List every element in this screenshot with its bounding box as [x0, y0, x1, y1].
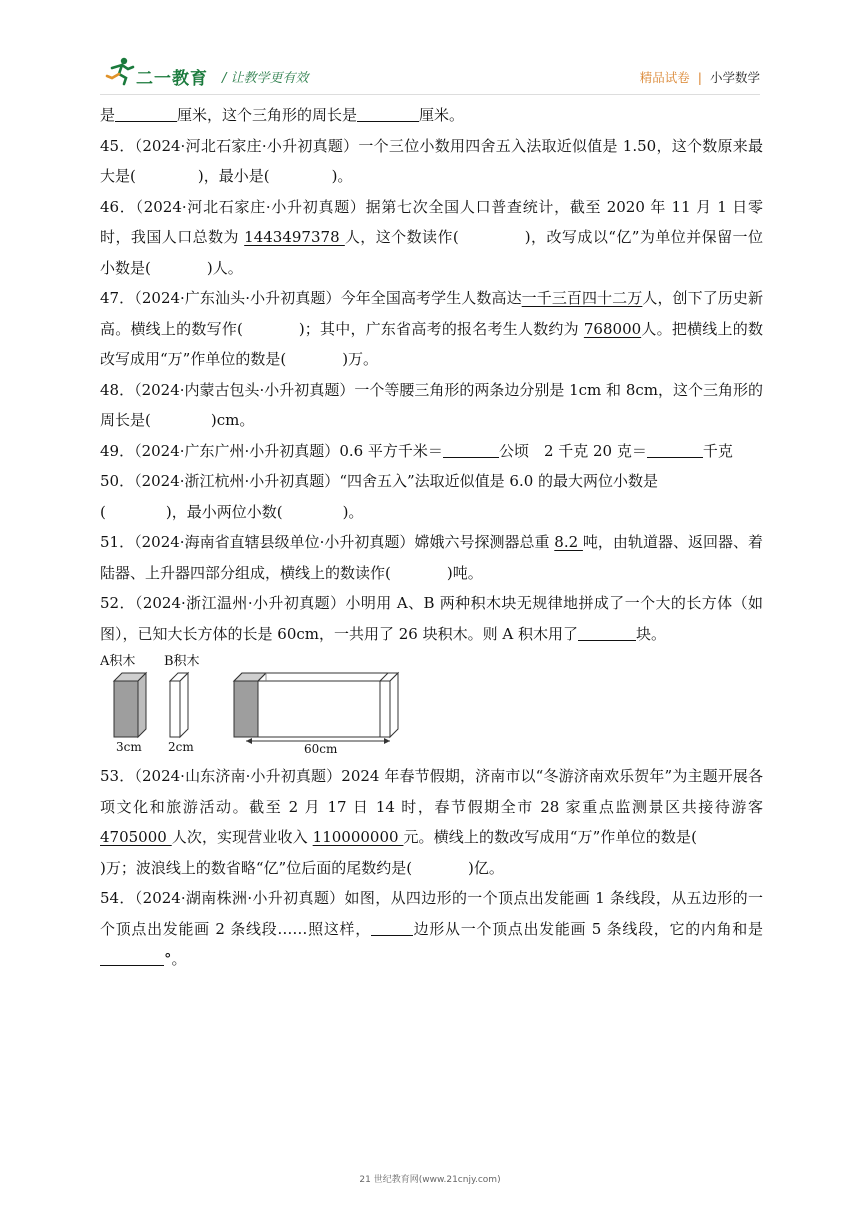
text: 2024 年春节假期，济南市以“冬游济南欢乐贺年”为主题开展各项文化和旅游活动。截至 2 月 17 日 14 时，春节假期全市 28 家重点监测景区共接待游客	[100, 767, 763, 816]
text: 是	[100, 106, 116, 124]
question-source: （2024·浙江温州·小升初真题）	[134, 594, 346, 612]
question-source: （2024·河北石家庄·小升初真题）	[135, 197, 366, 216]
question-46	[100, 192, 763, 284]
header-subject: 小学数学	[709, 70, 760, 85]
question-source: （2024·广东汕头·小升初真题）	[134, 289, 341, 307]
question-49	[100, 436, 763, 467]
question-number: 50．	[100, 472, 135, 490]
text: )亿。	[468, 858, 504, 877]
underlined-number: 1443497378	[244, 228, 345, 246]
text: °。	[164, 950, 187, 968]
text: )万。	[342, 350, 379, 368]
running-figure-logo-icon	[104, 56, 136, 86]
question-source: （2024·湖南株洲·小升初真题）	[134, 889, 345, 907]
underlined-number: 4705000	[100, 828, 172, 846]
answer-blank	[647, 439, 703, 458]
question-45	[100, 131, 763, 192]
header-separator: |	[697, 70, 702, 85]
text: (	[100, 502, 106, 521]
answer-blank	[443, 439, 499, 458]
text: 厘米。	[419, 106, 465, 124]
continuation-line	[100, 100, 763, 131]
text: 今年全国高考学生人数高达	[340, 289, 522, 307]
question-source: （2024·广东广州·小升初真题）	[134, 441, 340, 460]
text: )cm。	[210, 411, 255, 429]
question-list	[100, 100, 763, 975]
question-number: 49．	[100, 441, 135, 460]
question-number: 47．	[100, 289, 135, 307]
large-cuboid-shape	[234, 673, 398, 737]
text: 吨，由轨道器、返回器、着陆器、上升器四部分组成，横线上的数读作(	[100, 533, 763, 582]
answer-blank	[115, 103, 177, 122]
dim-block-a: 3cm	[116, 740, 142, 754]
text: 0.6 平方千米＝	[339, 441, 443, 460]
question-54	[100, 883, 763, 975]
text: )；其中，广东省高考的报名考生人数约为	[298, 319, 584, 338]
text: 一个三位小数用四舍五入法取近似值是 1.50，这个数原来最大是(	[100, 136, 764, 185]
question-51	[100, 527, 763, 588]
text: 人，这个数读作(	[344, 228, 459, 246]
question-52	[100, 588, 763, 649]
question-number: 53．	[100, 767, 135, 785]
question-50	[100, 466, 763, 527]
question-number: 51．	[100, 533, 135, 551]
dim-total-length: 60cm	[304, 742, 338, 755]
header-tag: 精品试卷	[639, 70, 690, 85]
text: 千克	[702, 441, 733, 460]
text: )，最小是(	[197, 167, 270, 185]
question-source: （2024·浙江杭州·小升初真题）	[134, 472, 340, 490]
text: 元。横线上的数改写成用“万”作单位的数是(	[403, 828, 697, 846]
block-b-shape	[170, 673, 188, 737]
question-number: 45．	[100, 136, 135, 155]
text: 人。把横线上的数改写成用“万”作单位的数是(	[100, 319, 763, 368]
text: 厘米，这个三角形的周长是	[177, 106, 358, 124]
question-source: （2024·海南省直辖县级单位·小升初真题）	[134, 533, 415, 551]
logo-text: 二一教育	[136, 69, 208, 89]
text: )万；波浪线上的数省略“亿”位后面的尾数约是(	[100, 858, 413, 877]
text: 块。	[635, 624, 666, 643]
underlined-number: 一千三百四十二万	[521, 289, 643, 307]
underlined-number: 768000	[583, 319, 642, 338]
question-source: （2024·河北石家庄·小升初真题）	[134, 136, 359, 155]
underlined-number: 8.2	[554, 533, 583, 551]
text: 边形从一个顶点出发能画 5 条线段，它的内角和是	[412, 919, 763, 938]
question-number: 54．	[100, 889, 135, 907]
text: 嫦娥六号探测器总重	[414, 533, 555, 551]
page-header	[100, 52, 760, 92]
building-blocks-figure	[100, 651, 763, 755]
question-number: 48．	[100, 380, 135, 399]
text: 如图，从四边形的一个顶点出发能画 1 条线段，从五边形的一个顶点出发能画 2 条线段……照这样，	[100, 889, 763, 938]
slogan: / 让教学更有效	[222, 71, 309, 86]
text: )。	[342, 502, 364, 521]
question-source: （2024·内蒙古包头·小升初真题）	[134, 380, 355, 399]
answer-blank	[100, 947, 164, 966]
header-divider	[100, 94, 760, 95]
dim-block-b: 2cm	[168, 740, 194, 754]
answer-blank	[357, 103, 419, 122]
text: 公顷 2 千克 20 克＝	[498, 441, 647, 460]
question-53	[100, 761, 763, 883]
block-a-shape	[114, 673, 146, 737]
text: )吨。	[446, 563, 483, 582]
label-block-b: B积木	[164, 654, 200, 669]
text: 人，创下了历史新高。横线上的数写作(	[100, 289, 763, 338]
text: “四舍五入”法取近似值是 6.0 的最大两位小数是	[339, 472, 659, 490]
blocks-diagram	[100, 651, 420, 755]
text: 小明用 A、B 两种积木块无规律地拼成了一个大的长方体（如图），已知大长方体的长是 60cm，一共用了 26 块积木。则 A 积木用了	[100, 594, 763, 643]
question-47	[100, 283, 763, 375]
answer-blank	[371, 917, 413, 936]
text: )人。	[206, 258, 243, 277]
label-block-a: A积木	[100, 654, 136, 669]
page-footer: 21 世纪教育网(www.21cnjy.com)	[359, 1175, 501, 1185]
text: )，改写成以“亿”为单位并保留一位小数是(	[100, 228, 763, 277]
question-source: （2024·山东济南·小升初真题）	[134, 767, 342, 785]
text: 人次，实现营业收入	[171, 828, 313, 846]
text: )。	[331, 167, 353, 185]
question-number: 46．	[100, 197, 136, 216]
question-number: 52．	[100, 594, 135, 612]
header-right	[640, 68, 760, 86]
text: 据第七次全国人口普查统计，截至 2020 年 11 月 1 日零时，我国人口总数为	[100, 197, 763, 246]
text: 一个等腰三角形的两条边分别是 1cm 和 8cm，这个三角形的周长是(	[100, 380, 763, 429]
wavy-underlined-number: 110000000	[312, 828, 404, 846]
question-48	[100, 375, 763, 436]
text: )，最小两位小数(	[165, 502, 283, 521]
answer-blank	[578, 622, 636, 641]
